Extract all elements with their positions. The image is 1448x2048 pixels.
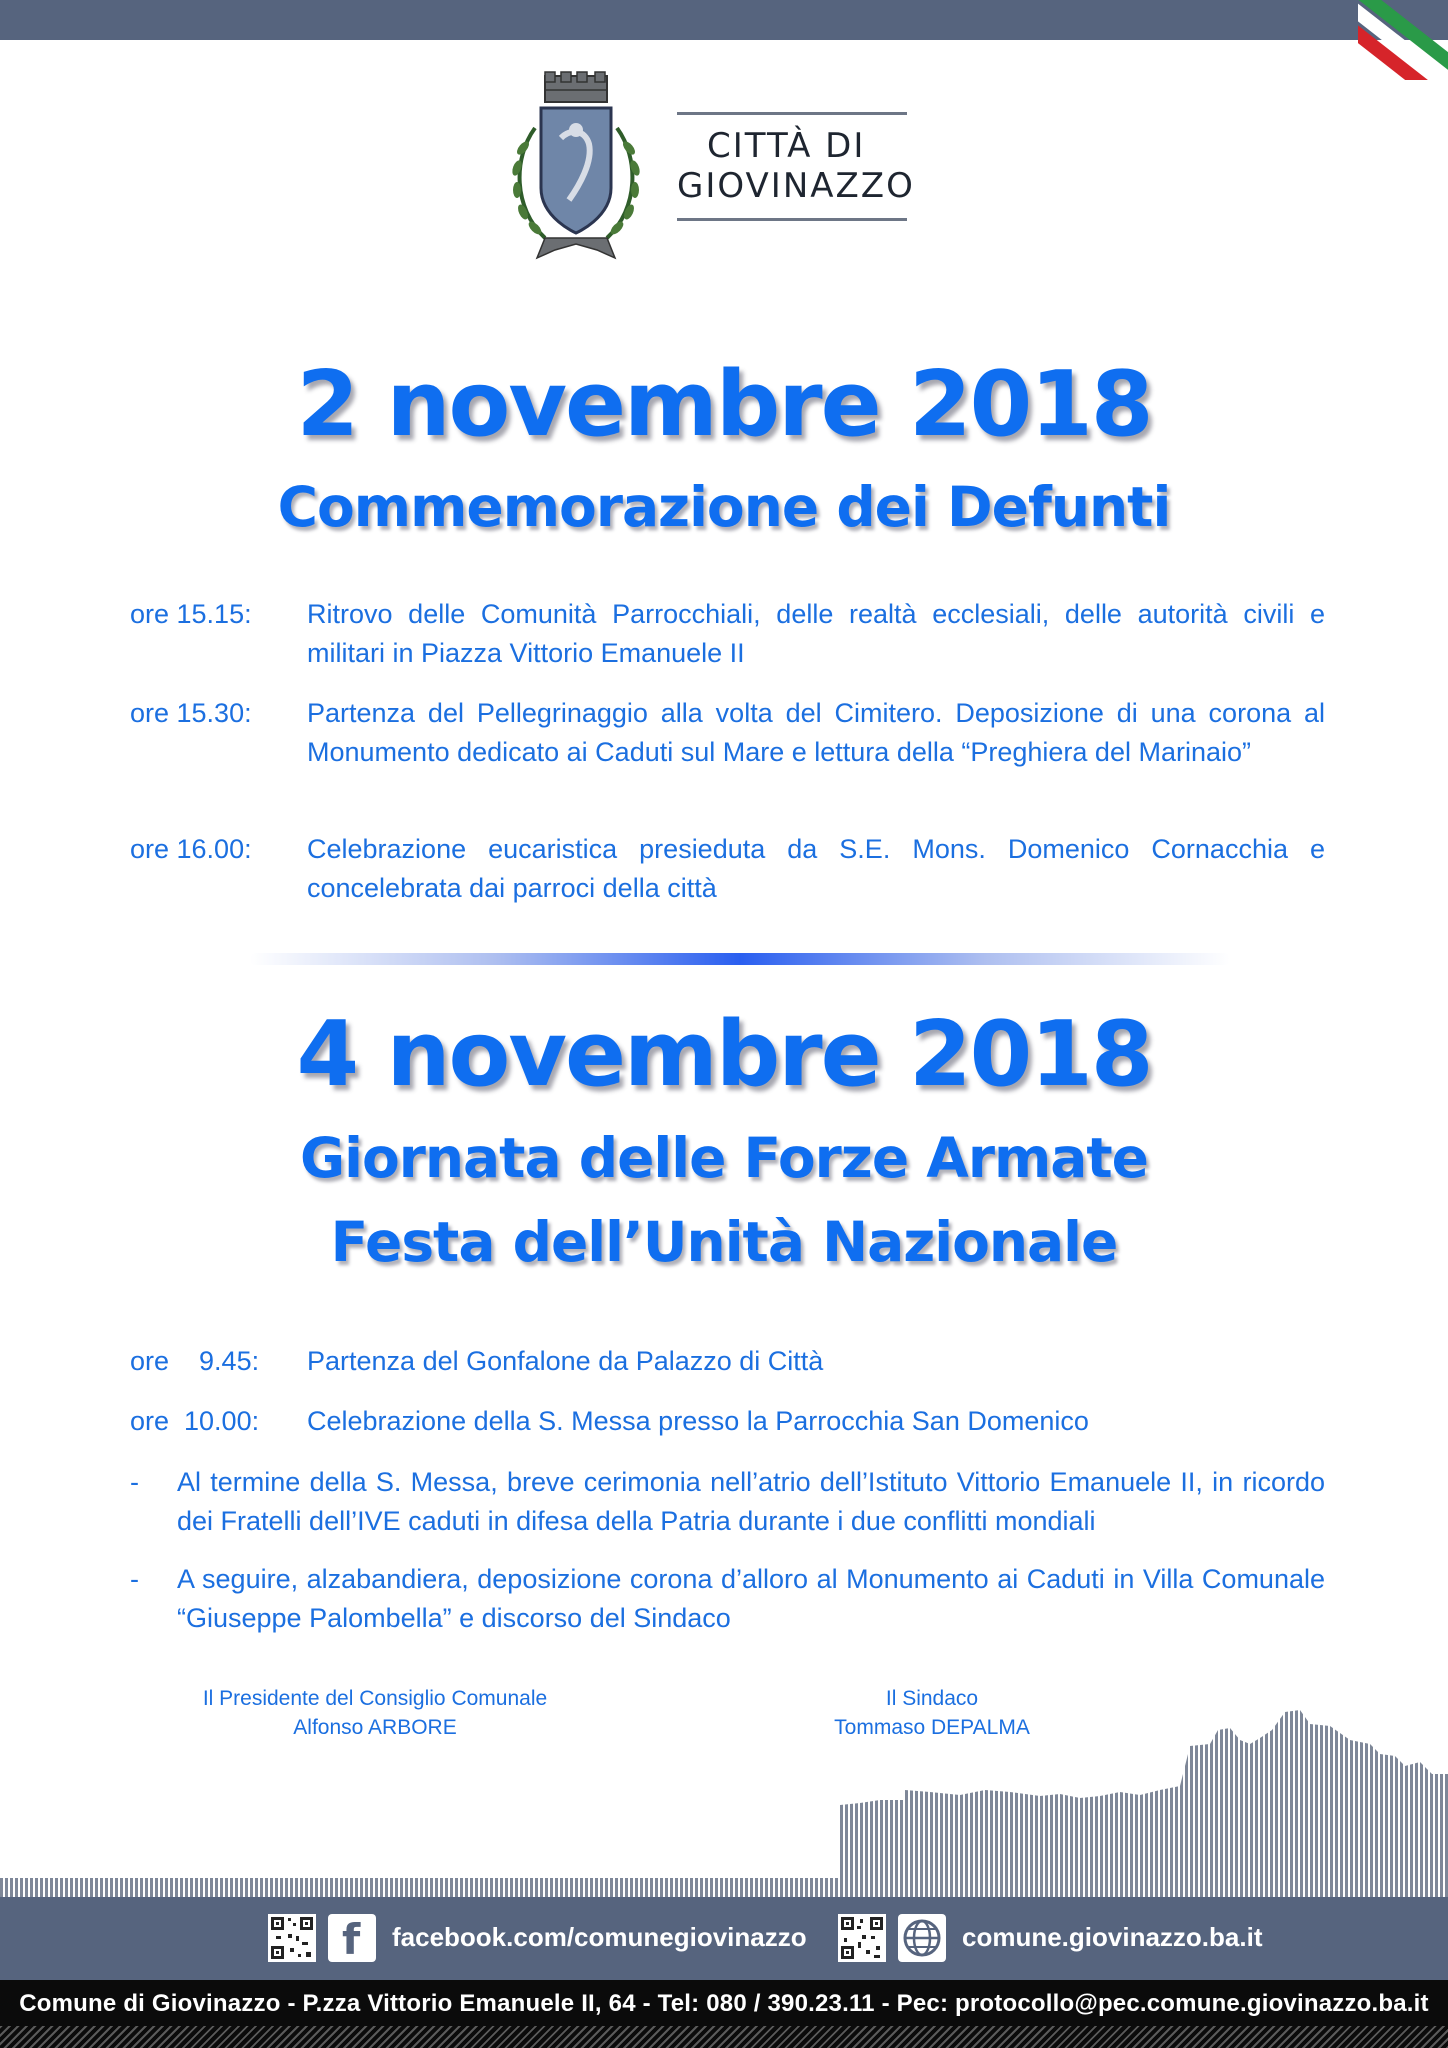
italian-flag-corner [1358,0,1448,80]
schedule-time: ore 15.15: [130,599,252,629]
schedule-time: ore 10.00: [130,1406,260,1436]
city-name-block [677,112,915,224]
facebook-link[interactable]: facebook.com/comunegiovinazzo [392,1922,807,1952]
section-divider [250,953,1230,965]
signature-role: Il Sindaco [885,1687,979,1710]
schedule-description: Celebrazione della S. Messa presso la Parrocchia San Domenico [307,1406,1089,1436]
event2-bullet-item [130,1560,1325,1638]
event1-date: 2 novembre 2018 [296,352,1152,457]
qr-code-icon[interactable] [268,1914,316,1962]
city-name-rule-bottom [677,218,907,221]
signature-role: Il Presidente del Consiglio Comunale [202,1687,548,1710]
schedule-time: ore 16.00: [130,834,252,864]
footer-hatch-pattern [0,2026,1448,2048]
city-header [505,68,925,268]
top-bar [0,0,1448,40]
signature-name: Alfonso ARBORE [293,1716,457,1739]
bullet-description: A seguire, alzabandiera, deposizione corona d’alloro al Monumento ai Caduti in Villa Comunale “Giuseppe Palombella” e discorso del Sindaco [177,1564,1325,1633]
signature-name: Tommaso DEPALMA [834,1716,1030,1739]
event2-schedule-item [130,1342,1325,1381]
schedule-description: Partenza del Gonfalone da Palazzo di Città [307,1346,824,1376]
schedule-description: Celebrazione eucaristica presieduta da S.E. Mons. Domenico Cornacchia e concelebrata dai parroci della città [307,834,1325,903]
bullet-dash: - [130,1564,139,1594]
footer-address-text: Comune di Giovinazzo - P.zza Vittorio Emanuele II, 64 - Tel: 080 / 390.23.11 - Pec: protocollo@pec.comune.giovinazzo.ba.it [19,1990,1429,2017]
city-name [677,126,917,206]
bullet-description: Al termine della S. Messa, breve cerimonia nell’atrio dell’Istituto Vittorio Emanuele II, in ricordo dei Fratelli dell’IVE caduti in difesa della Patria durante i due conflitti mondiali [177,1467,1325,1536]
schedule-time: ore 9.45: [130,1346,260,1376]
facebook-icon[interactable]: f [328,1914,376,1962]
city-name-line1: CITTÀ DI [707,126,866,166]
event2-date: 4 novembre 2018 [296,1002,1152,1107]
event1-schedule-item [130,830,1325,908]
schedule-time: ore 15.30: [130,698,252,728]
schedule-description: Ritrovo delle Comunità Parrocchiali, delle realtà ecclesiali, delle autorità civili e militari in Piazza Vittorio Emanuele II [307,599,1325,668]
event1-title: Commemorazione dei Defunti [277,475,1171,539]
city-crest-icon [505,68,645,268]
qr-code-icon[interactable] [838,1914,886,1962]
event1-schedule-item [130,595,1325,673]
event1-schedule-item [130,694,1325,772]
website-link[interactable]: comune.giovinazzo.ba.it [962,1922,1263,1952]
event2-title-line2: Festa dell’Unità Nazionale [330,1210,1118,1274]
city-name-line2: GIOVINAZZO [677,166,915,206]
globe-icon[interactable] [898,1914,946,1962]
event2-bullet-item [130,1463,1325,1541]
signature-president [170,1684,580,1742]
event2-title-line1: Giornata delle Forze Armate [300,1126,1148,1190]
signature-mayor [782,1684,1082,1742]
event2-schedule-item [130,1402,1325,1441]
schedule-description: Partenza del Pellegrinaggio alla volta del Cimitero. Deposizione di una corona al Monumento dedicato ai Caduti sul Mare e lettura della “Preghiera del Marinaio” [307,698,1325,767]
city-name-rule-top [677,112,907,115]
bullet-dash: - [130,1467,139,1497]
